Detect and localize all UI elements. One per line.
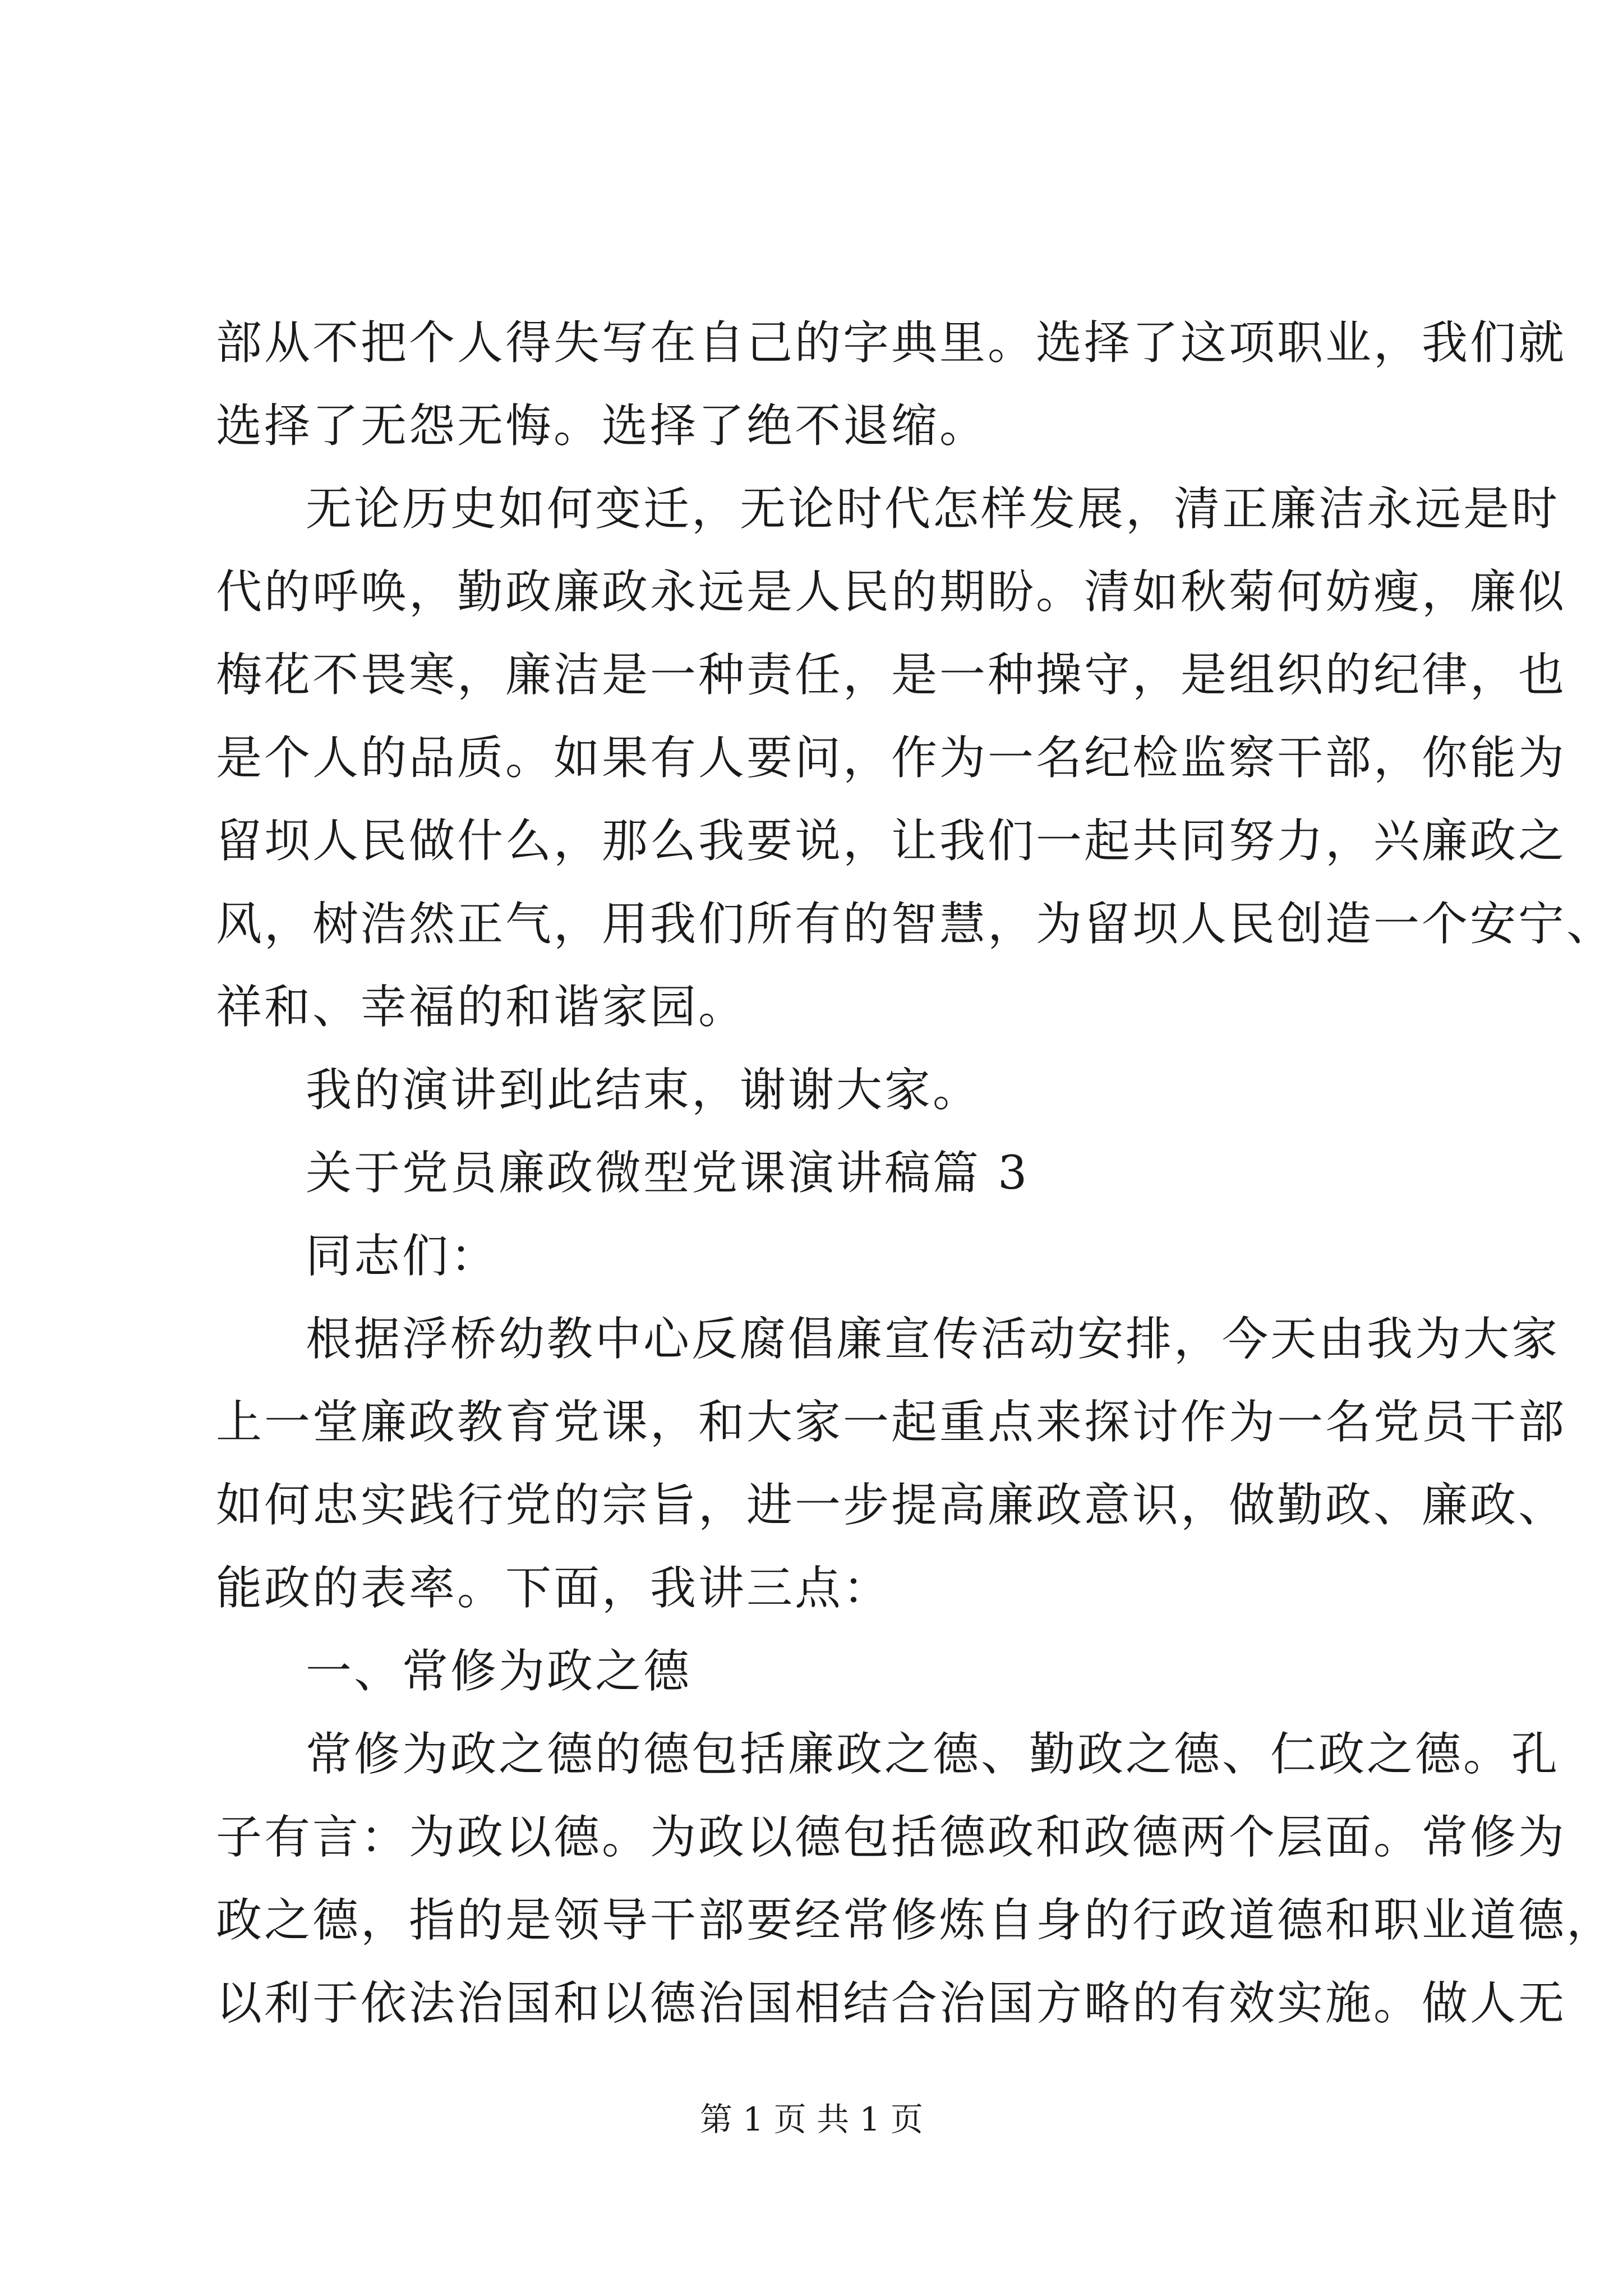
text-line: 留坝人民做什么，那么我要说，让我们一起共同努力，兴廉政之 bbox=[216, 815, 1567, 868]
text-line: 部从不把个人得失写在自己的字典里。选择了这项职业，我们就 bbox=[216, 316, 1567, 370]
text-line: 以利于依法治国和以德治国相结合治国方略的有效实施。做人无 bbox=[216, 1977, 1567, 2030]
text-line: 梅花不畏寒，廉洁是一种责任，是一种操守，是组织的纪律，也 bbox=[216, 648, 1567, 702]
text-line: 是个人的品质。如果有人要问，作为一名纪检监察干部，你能为 bbox=[216, 731, 1567, 785]
page-footer bbox=[0, 2097, 1623, 2142]
text-line: 子有言：为政以德。为政以德包括德政和政德两个层面。常修为 bbox=[216, 1811, 1567, 1864]
text-line: 祥和、幸福的和谐家园。 bbox=[216, 981, 747, 1034]
section-title: 关于党员廉政微型党课演讲稿篇 3 bbox=[306, 1147, 1030, 1200]
text-line: 能政的表率。下面，我讲三点： bbox=[216, 1562, 892, 1615]
paragraph-start-line: 常修为政之德的德包括廉政之德、勤政之德、仁政之德。孔 bbox=[306, 1728, 1560, 1781]
page-number-label: 第 1 页 共 1 页 bbox=[700, 2100, 923, 2138]
text-line: 上一堂廉政教育党课，和大家一起重点来探讨作为一名党员干部 bbox=[216, 1396, 1567, 1449]
salutation: 同志们： bbox=[306, 1230, 499, 1283]
paragraph-start-line: 无论历史如何变迁，无论时代怎样发展，清正廉洁永远是时 bbox=[306, 482, 1560, 536]
paragraph-start-line: 根据浮桥幼教中心反腐倡廉宣传活动安排，今天由我为大家 bbox=[306, 1313, 1560, 1366]
text-line: 风，树浩然正气，用我们所有的智慧，为留坝人民创造一个安宁、 bbox=[216, 898, 1615, 951]
paragraph-start-line: 我的演讲到此结束，谢谢大家。 bbox=[306, 1064, 981, 1117]
text-line: 代的呼唤，勤政廉政永远是人民的期盼。清如秋菊何妨瘦，廉似 bbox=[216, 565, 1567, 619]
text-line: 如何忠实践行党的宗旨，进一步提高廉政意识，做勤政、廉政、 bbox=[216, 1479, 1567, 1532]
text-line: 政之德，指的是领导干部要经常修炼自身的行政道德和职业道德， bbox=[216, 1894, 1615, 1947]
section-heading: 一、常修为政之德 bbox=[306, 1645, 692, 1698]
document-body bbox=[216, 302, 1615, 2045]
text-line: 选择了无怨无悔。选择了绝不退缩。 bbox=[216, 399, 988, 453]
